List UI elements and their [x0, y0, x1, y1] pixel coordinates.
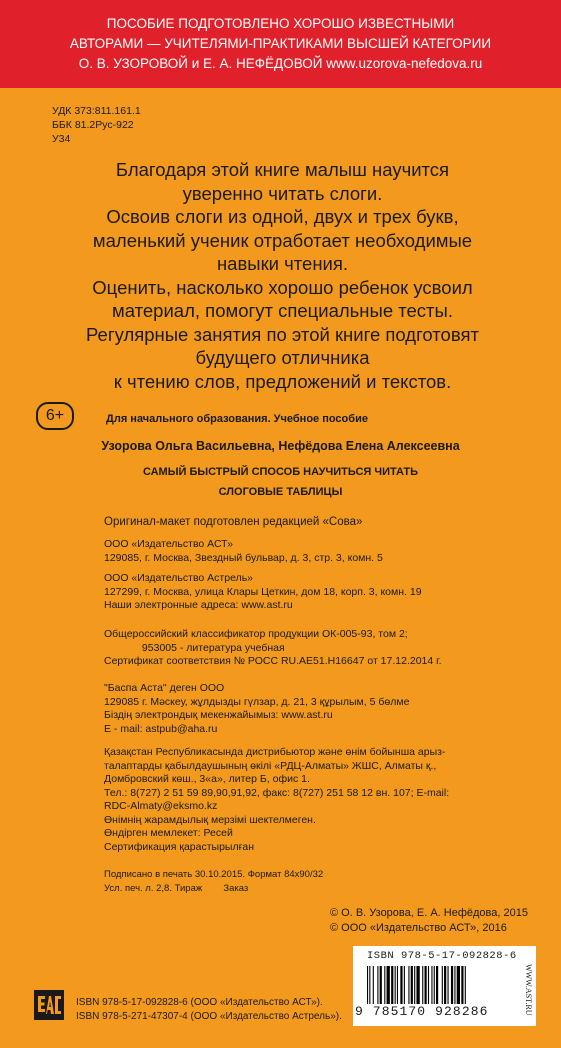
- web-addresses: Наши электронные адреса: www.ast.ru: [104, 599, 293, 611]
- copyright-line: © О. В. Узорова, Е. А. Нефёдова, 2015: [330, 907, 528, 919]
- print-date: Подписано в печать 30.10.2015. Формат 84x90/32: [104, 869, 324, 880]
- classification-codes: [52, 104, 141, 146]
- distributor-line: Сертификация қарастырылған: [104, 840, 255, 853]
- publisher-name: ООО «Издательство Астрель»: [104, 572, 254, 584]
- isbn-ast: ISBN 978-5-17-092828-6 (ООО «Издательство АСТ»).: [76, 997, 323, 1008]
- author-mark: У34: [52, 133, 71, 145]
- isbn-astrel: ISBN 978-5-271-47307-4 (ООО «Издательство Астрель»).: [76, 1011, 342, 1022]
- age-rating-badge: 6+: [36, 402, 74, 430]
- print-info: [104, 868, 323, 895]
- kazakh-line: Біздің электрондық мекенжайымыз: www.ast.ru: [104, 709, 333, 721]
- bbk-code: ББК 81.2Рус-922: [52, 119, 134, 131]
- publisher-name: ООО «Издательство АСТ»: [104, 538, 233, 550]
- kazakh-line: E - mail: astpub@aha.ru: [104, 722, 218, 735]
- publisher-address: 127299, г. Москва, улица Клары Цеткин, дом 18, корп. 3, комн. 19: [104, 585, 422, 598]
- book-title: САМЫЙ БЫСТРЫЙ СПОСОБ НАУЧИТЬСЯ ЧИТАТЬ: [142, 466, 419, 478]
- copyright: [330, 906, 528, 936]
- description-line: будущего отличника: [195, 347, 370, 368]
- description-line: Благодаря этой книге малыш научится: [115, 159, 450, 180]
- description-line: Оценить, насколько хорошо ребенок усвоил: [92, 276, 473, 298]
- distributor-line: талаптарды қабылдаушының өкілі «РДЦ-Алматы» ЖШС, Алматы қ.,: [104, 759, 437, 772]
- barcode: [353, 946, 536, 1026]
- distributor-line: Домбровский көш., 3«а», литер Б, офис 1.: [104, 773, 310, 785]
- kazakh-publisher: [104, 682, 409, 736]
- isbn-list: [76, 996, 342, 1024]
- classifier-line: Общероссийский классификатор продукции ОК-005-93, том 2;: [104, 628, 408, 640]
- banner-line: АВТОРАМИ — УЧИТЕЛЯМИ-ПРАКТИКАМИ ВЫСШЕЙ КАТЕГОРИИ: [69, 36, 492, 51]
- distributor-line: Өндірген мемлекет: Ресей: [104, 827, 233, 839]
- description-line: уверенно читать слоги.: [182, 182, 383, 204]
- book-description: [40, 158, 525, 393]
- classifier-line: 953005 - литература учебная: [104, 641, 285, 654]
- product-classifier: [104, 628, 442, 669]
- kazakh-line: "Баспа Аста" деген ООО: [104, 682, 225, 694]
- barcode-website: WWW.AST.RU: [524, 964, 533, 1016]
- top-banner: [0, 0, 561, 88]
- description-line: маленький ученик отработает необходимые: [92, 229, 473, 251]
- distributor-line: Тел.: 8(727) 2 51 59 89,90,91,92, факс: 8(727) 251 58 12 вн. 107; E-mail:: [104, 786, 450, 799]
- banner-line: ПОСОБИЕ ПОДГОТОВЛЕНО ХОРОШО ИЗВЕСТНЫМИ: [106, 16, 455, 31]
- education-level: Для начального образования. Учебное пособие: [106, 413, 368, 425]
- distributor-line: RDC-Almaty@eksmo.kz: [104, 800, 218, 812]
- kazakh-distributor: [104, 746, 449, 854]
- eac-logo: [34, 990, 64, 1020]
- authors: Узорова Ольга Васильевна, Нефёдова Елена Алексеевна: [101, 439, 460, 453]
- book-subtitle: СЛОГОВЫЕ ТАБЛИЦЫ: [218, 486, 343, 498]
- banner-line: О. В. УЗОРОВОЙ и Е. А. НЕФЁДОВОЙ www.uzorova-nefedova.ru: [78, 56, 483, 71]
- description-line: навыки чтения.: [216, 253, 349, 274]
- original-layout-note: Оригинал-макет подготовлен редакцией «Сова»: [104, 516, 363, 528]
- publisher-address: 129085, г. Москва, Звездный бульвар, д. 3, стр. 3, комн. 5: [104, 551, 383, 564]
- copyright-line: © ООО «Издательство АСТ», 2016: [330, 922, 507, 934]
- description-line: к чтению слов, предложений и текстов.: [113, 370, 452, 392]
- description-line: Регулярные занятия по этой книге подготовят: [86, 323, 479, 345]
- kazakh-line: 129085 г. Мәскеу, жұлдызды гүлзар, д. 21, 3 құрылым, 5 бөлме: [104, 695, 410, 708]
- distributor-line: Қазақстан Республикасында дистрибьютор және өнім бойынша арыз-: [104, 746, 446, 758]
- publisher-astrel: [104, 572, 422, 613]
- barcode-digits: 9 785170 928286: [355, 1004, 489, 1019]
- barcode-isbn: ISBN 978-5-17-092828-6: [367, 950, 517, 962]
- description-line: Освоив слоги из одной, двух и трех букв,: [106, 206, 459, 227]
- udk-code: УДК 373:811.161.1: [52, 105, 141, 117]
- certificate-line: Сертификат соответствия № РОСС RU.AE51.H16647 от 17.12.2014 г.: [104, 655, 442, 667]
- distributor-line: Өнімнің жарамдылық мерзімі шектелмеген.: [104, 813, 316, 826]
- description-line: материал, помогут специальные тесты.: [112, 300, 453, 321]
- print-run: Усл. печ. л. 2,8. Тираж Заказ: [104, 882, 249, 894]
- publisher-ast: [104, 538, 383, 565]
